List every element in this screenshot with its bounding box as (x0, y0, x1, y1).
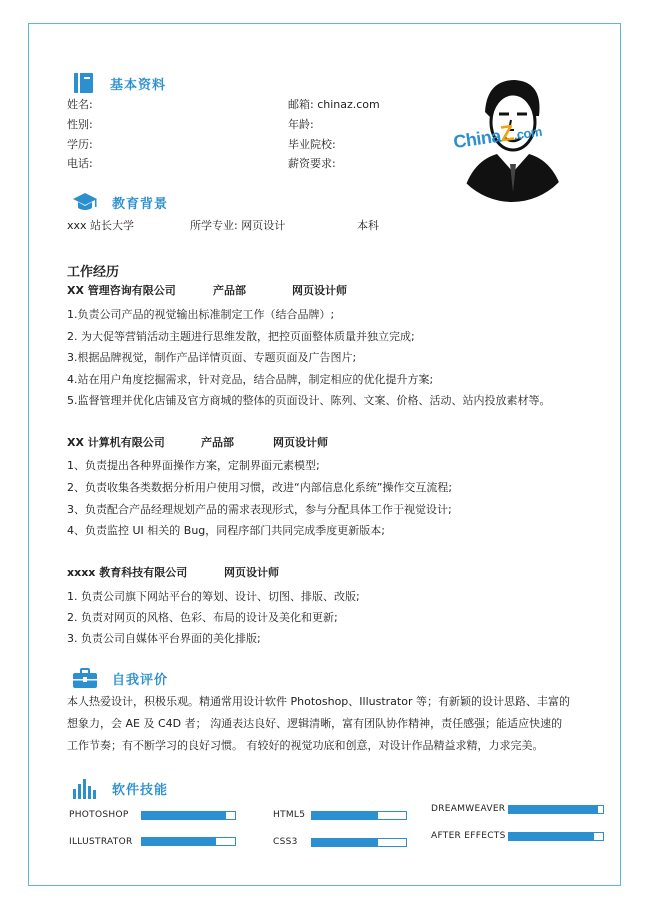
profile-photo (447, 72, 577, 202)
skill-illustrator (69, 837, 133, 847)
job2-duty: 3、负责配合产品经理规划产品的需求表现形式，参与分配具体工作于视觉设计; (67, 503, 452, 516)
field-age: 年龄: (288, 118, 314, 131)
book-icon (72, 72, 96, 94)
skill-name: ILLUSTRATOR (69, 837, 133, 847)
field-school: 毕业院校: (288, 138, 336, 151)
skill-name: AFTER EFFECTS (431, 831, 506, 841)
section-skills (72, 777, 168, 799)
job3-duty: 3. 负责公司自媒体平台界面的美化排版; (67, 632, 261, 645)
section-title-education: 教育背景 (112, 196, 169, 212)
field-gender: 性别: (67, 118, 93, 131)
bar-chart-icon (72, 777, 98, 799)
job1-company: XX 管理咨询有限公司 (67, 284, 176, 297)
briefcase-icon (72, 667, 98, 689)
skill-bar (508, 805, 604, 814)
skill-css3 (273, 837, 298, 847)
skill-photoshop (69, 810, 129, 820)
skill-name: CSS3 (273, 837, 298, 847)
section-basic-info (72, 72, 166, 94)
skill-dreamweaver (431, 804, 505, 814)
job1-duty: 2. 为大促等营销活动主题进行思维发散，把控页面整体质量并独立完成; (67, 330, 415, 343)
skill-bar (508, 832, 604, 841)
job2-company: XX 计算机有限公司 (67, 436, 165, 449)
section-title-basic: 基本资料 (110, 77, 167, 93)
job1-duty: 5.监督管理并优化店铺及官方商城的整体的页面设计、陈列、文案、价格、活动、站内投放素材等。 (67, 394, 551, 407)
skill-bar (141, 837, 236, 846)
skill-bar (311, 811, 407, 820)
field-name: 姓名: (67, 98, 93, 111)
field-phone: 电话: (67, 157, 93, 170)
job1-title: 网页设计师 (292, 284, 347, 297)
job1-duty: 3.根据品牌视觉，制作产品详情页面、专题页面及广告图片; (67, 351, 357, 364)
section-title-work: 工作经历 (67, 265, 120, 280)
skill-name: HTML5 (273, 810, 306, 820)
job2-duty: 4、负责监控 UI 相关的 Bug，同程序部门共同完成季度更新版本; (67, 524, 385, 537)
skill-bar-fill (312, 839, 378, 846)
section-self-eval (72, 667, 168, 689)
field-email: 邮箱: chinaz.com (288, 98, 380, 111)
skill-bar-fill (509, 833, 594, 840)
skill-html5 (273, 810, 305, 820)
job1-duty: 1.负责公司产品的视觉输出标准制定工作（结合品牌）; (67, 308, 335, 321)
edu-level: 本科 (357, 219, 379, 232)
skill-bar (141, 811, 236, 820)
skill-after-effects (431, 831, 506, 841)
skill-name: DREAMWEAVER (431, 804, 506, 814)
edu-major: 所学专业: 网页设计 (190, 219, 286, 232)
edu-school: xxx 站长大学 (67, 219, 135, 232)
self-eval-line: 想象力，会 AE 及 C4D 者； 沟通表达良好、逻辑清晰，富有团队协作精神，责任感强；能适应快速的 (67, 717, 563, 730)
field-degree: 学历: (67, 138, 93, 151)
job3-title: 网页设计师 (224, 566, 279, 579)
job2-duty: 1、负责提出各种界面操作方案，定制界面元素模型; (67, 459, 320, 472)
section-title-skills: 软件技能 (112, 782, 169, 798)
job1-duty: 4.站在用户角度挖掘需求，针对竞品，结合品牌，制定相应的优化提升方案; (67, 373, 434, 386)
job3-duty: 1. 负责公司旗下网站平台的筹划、设计、切图、排版、改版; (67, 590, 360, 603)
job3-duty: 2. 负责对网页的风格、色彩、布局的设计及美化和更新; (67, 611, 338, 624)
self-eval-line: 本人热爱设计，积极乐观。精通常用设计软件 Photoshop、Illustrator 等；有新颖的设计思路、丰富的 (67, 695, 570, 708)
section-education (72, 191, 168, 213)
skill-name: PHOTOSHOP (69, 810, 129, 820)
field-salary: 薪资要求: (288, 157, 336, 170)
job3-company: xxxx 教育科技有限公司 (67, 566, 188, 579)
job2-dept: 产品部 (201, 436, 234, 449)
job1-dept: 产品部 (213, 284, 246, 297)
skill-bar-fill (142, 838, 216, 845)
graduation-cap-icon (72, 191, 98, 213)
skill-bar (311, 838, 407, 847)
section-title-self: 自我评价 (112, 672, 169, 688)
job2-duty: 2、负责收集各类数据分析用户使用习惯，改进“内部信息化系统”操作交互流程; (67, 481, 453, 494)
photo-watermark-logo: ChinaZ.com (452, 119, 543, 153)
skill-bar-fill (142, 812, 226, 819)
skill-bar-fill (509, 806, 598, 813)
skill-bar-fill (312, 812, 378, 819)
job2-title: 网页设计师 (273, 436, 328, 449)
self-eval-line: 工作节奏；有不断学习的良好习惯。 有较好的视觉功底和创意，对设计作品精益求精，力求完美。 (67, 739, 544, 752)
self-eval-text (67, 691, 607, 757)
